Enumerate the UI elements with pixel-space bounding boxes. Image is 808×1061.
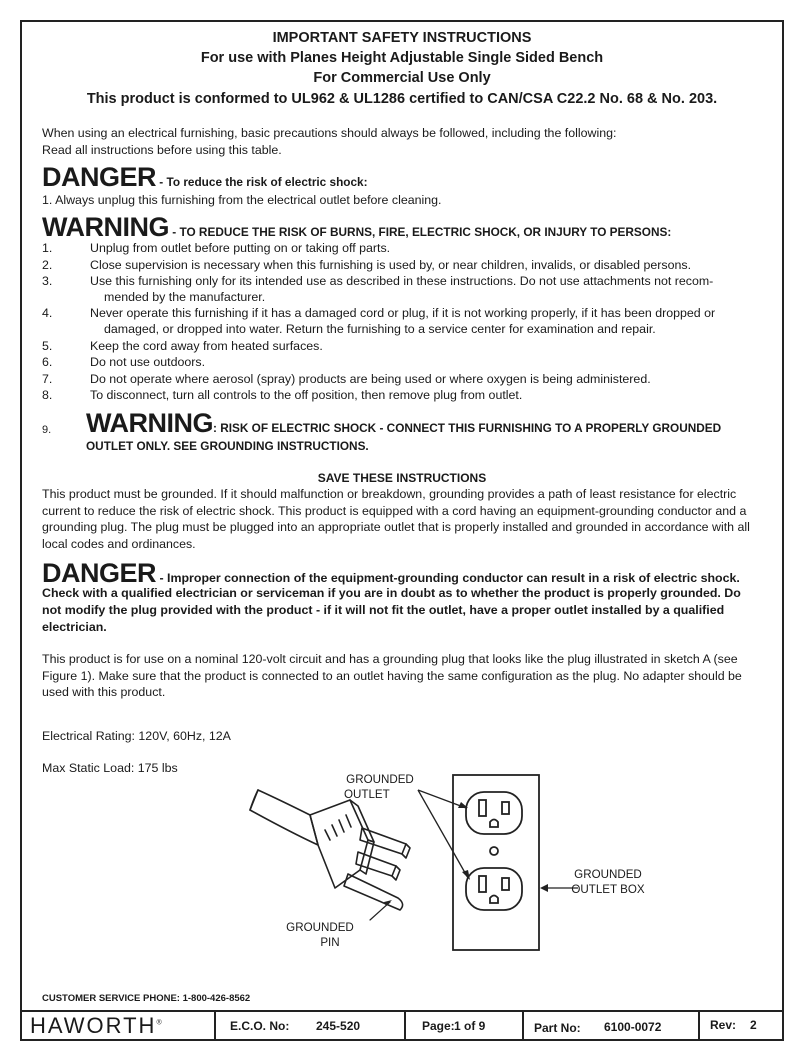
customer-service-phone: CUSTOMER SERVICE PHONE: 1-800-426-8562 — [42, 993, 251, 1004]
warning-item-text: Use this furnishing only for its intended use as described in these instructions. Do not use attachments not recom- — [90, 274, 714, 288]
intro-line-1: When using an electrical furnishing, basic precautions should always be followed, including the following: — [42, 126, 617, 140]
logo-text: HAWORTH — [30, 1013, 157, 1038]
label-line: GROUNDED — [286, 921, 354, 934]
circuit-paragraph: This product is for use on a nominal 120-volt circuit and has a grounding plug that looks like the plug illustrated in sketch A (see Figure 1). Make sure that the product is connected to an outlet having the same configuration as the plug. No adapter should be used with this product. — [42, 652, 742, 699]
warning-subtitle: : RISK OF ELECTRIC SHOCK - CONNECT THIS FURNISHING TO A PROPERLY GROUNDED — [213, 421, 722, 435]
header-title: IMPORTANT SAFETY INSTRUCTIONS — [272, 30, 532, 46]
rev-label: Rev: — [710, 1018, 737, 1032]
warning-item-text: Unplug from outlet before putting on or taking off parts. — [90, 241, 391, 255]
electrical-rating: Electrical Rating: 120V, 60Hz, 12A — [42, 729, 231, 743]
rev-value: 2 — [750, 1018, 757, 1032]
ground-pin-icon — [344, 874, 403, 910]
danger-item-1: 1. Always unplug this furnishing from the electrical outlet before cleaning. — [42, 193, 442, 207]
grounding-paragraph: This product must be grounded. If it should malfunction or breakdown, grounding provides a path of least resistance for electric current to reduce the risk of electric shock. This product is equipped with a cord having an equipment-grounding conductor and a grounding plug. The plug must be plugged into an appropriate outlet that is properly installed and grounded in accordance with all local codes and ordinances. — [42, 487, 750, 551]
warning-item-num: 4. — [42, 306, 53, 320]
label-line: PIN — [320, 936, 340, 949]
label-line: OUTLET BOX — [571, 883, 645, 896]
label-line: GROUNDED — [574, 868, 642, 881]
warning-subtitle: - TO REDUCE THE RISK OF BURNS, FIRE, ELECTRIC SHOCK, OR INJURY TO PERSONS: — [169, 225, 672, 239]
warning-item-num: 5. — [42, 339, 53, 353]
eco-value: 245-520 — [316, 1019, 361, 1033]
warning-item-cont: damaged, or dropped into water. Return the furnishing to a service center for examination and repair. — [104, 322, 656, 336]
warning-item-num: 9. — [42, 424, 52, 436]
warning-item-text: Do not operate where aerosol (spray) products are being used or where oxygen is being administered. — [90, 372, 651, 386]
part-value: 6100-0072 — [604, 1020, 662, 1034]
warning-item-text: To disconnect, turn all controls to the off position, then remove plug from outlet. — [90, 388, 523, 402]
page-label: Page: — [422, 1019, 455, 1033]
warning-item-num: 2. — [42, 258, 53, 272]
warning-subtitle-2: OUTLET ONLY. SEE GROUNDING INSTRUCTIONS. — [86, 439, 369, 453]
plug-body-icon — [310, 800, 368, 888]
header-product: For use with Planes Height Adjustable Single Sided Bench — [200, 50, 604, 66]
haworth-logo — [30, 1013, 164, 1039]
intro-line-2: Read all instructions before using this table. — [42, 143, 282, 157]
label-line: GROUNDED — [346, 773, 414, 786]
danger-subtitle: - To reduce the risk of electric shock: — [156, 175, 368, 189]
warning-item-text: Do not use outdoors. — [90, 355, 206, 369]
danger-word: DANGER — [42, 558, 157, 588]
header-certification: This product is conformed to UL962 & UL1286 certified to CAN/CSA C22.2 No. 68 & No. 203. — [86, 91, 718, 107]
part-label: Part No: — [534, 1021, 581, 1035]
danger-subtitle: - Improper connection of the equipment-grounding conductor can result in a risk of electric shock. — [156, 571, 740, 585]
registered-mark-icon: ® — [156, 1019, 164, 1027]
footer-bar — [22, 1010, 782, 1041]
outlet-box-icon — [453, 775, 539, 950]
warning-item-num: 8. — [42, 388, 53, 402]
eco-label: E.C.O. No: — [230, 1019, 290, 1033]
danger-word: DANGER — [42, 162, 157, 192]
grounded-outlet-label — [330, 772, 430, 802]
save-heading: SAVE THESE INSTRUCTIONS — [317, 471, 487, 485]
danger-paragraph: Check with a qualified electrician or serviceman if you are in doubt as to whether the product is properly grounded. Do not modify the plug provided with the product - if it will not fit the outlet, have a proper outlet installed by a qualified electrician. — [42, 586, 741, 634]
plug-blade-icon — [360, 828, 406, 854]
warning-item-num: 7. — [42, 372, 53, 386]
warning-word: WARNING — [86, 408, 213, 438]
warning-item-num: 1. — [42, 241, 53, 255]
grounded-outlet-box-label — [558, 867, 658, 897]
warning-word: WARNING — [42, 212, 169, 242]
warning-item-num: 6. — [42, 355, 53, 369]
page-value: 1 of 9 — [454, 1019, 486, 1033]
label-line: OUTLET — [344, 788, 390, 801]
warning-item-text: Never operate this furnishing if it has a damaged cord or plug, if it is not working properly, if it has been dropped or — [90, 306, 716, 320]
warning-item-num: 3. — [42, 274, 53, 288]
header-commercial: For Commercial Use Only — [313, 70, 491, 86]
static-load: Max Static Load: 175 lbs — [42, 761, 178, 775]
warning-item-cont: mended by the manufacturer. — [104, 290, 266, 304]
grounded-pin-label — [270, 920, 370, 950]
warning-item-text: Keep the cord away from heated surfaces. — [90, 339, 323, 353]
warning-item-text: Close supervision is necessary when this furnishing is used by, or near children, invalids, or disabled persons. — [90, 258, 692, 272]
cord-icon — [250, 790, 318, 845]
